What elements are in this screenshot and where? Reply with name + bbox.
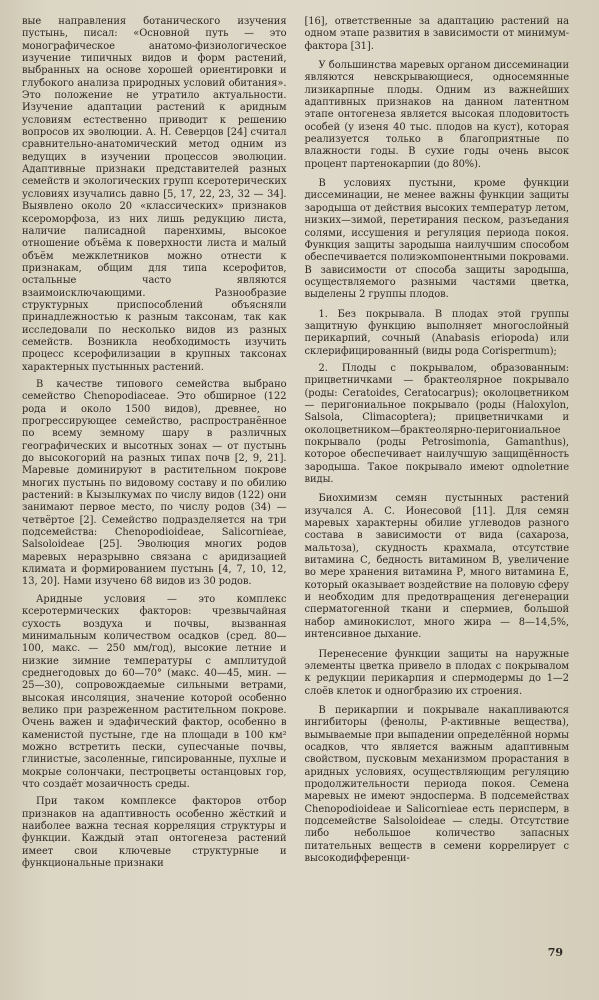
paragraph-right-5: 2. Плоды с покрывалом, образованным: прицветничками — брактеолярное покрывало (роды: Ceratoides, Ceratocarpus); околоцветником — перигониальное покрывало (роды (Haloxylon, Salsola, Climacoptera); прицветничками и околоцветником—брактеолярно-перигониальное покрывало (роды Petrosimonia, Gamanthus), которое обеспечивает наилучшую защищённость зародыша. Такое покрывало имеют одnolетние виды. — [304, 362, 569, 486]
paragraph-right-6: Биохимизм семян пустынных растений изучался А. С. Ионесовой [11]. Для семян маревых характерны обилие углеводов разного состава в зависимости от вида (сахароза, мальтоза), скудность крахмала, отсутствие витамина С, бедность витамином В, увеличение во мере хранения витамина Р, много витамина Е, который оказывает воздействие на половую сферу и необходим для предотвращения дегенерации сперматогенной ткани и спермиев, большой набор аминокислот, много жира — 8—14,5%, интенсивное дыхание. — [304, 493, 569, 641]
page-number: 79 — [547, 946, 563, 959]
paragraph-right-3: В условиях пустыни, кроме функции диссеминации, не менее важны функции защиты зародыша от действия высоких температур летом, низких—зимой, перетирания песком, разъедания солями, иссушения и регуляция периода покоя. Функция защиты зародыша наилучшим способом обеспечивается полиэкомпонентными покровами. В зависимости от способа защиты зародыша, осуществляемого разными частями цветка, выделены 2 группы плодов. — [304, 178, 569, 301]
paragraph-right-2: У большинства маревых органом диссеминации являются невскрывающиеся, односемянные лизикарпные плоды. Одним из важнейших адаптивных признаков на данном латентном этапе онтогенеза является высокая плодовитость особей (у изеня 40 тыс. плодов на куст), которая реализуется только в благоприятные по влажности годы. В сухие годы очень высок процент партенокарпии (до 80%). — [304, 60, 569, 170]
paragraph-right-7: Перенесение функции защиты на наружные элементы цветка привело в плодах с покрывалом к редукции перикарпия и спермодермы до 1—2 слоёв клеток и одногбразию их строения. — [304, 648, 569, 697]
paragraph-right-1: [16], ответственные за адаптацию растений на одном этапе развития в зависимости от минимум-фактора [31]. — [304, 16, 569, 52]
left-column — [22, 16, 287, 870]
paragraph-right-8: В перикарпии и покрывале накапливаются ингибиторы (фенолы, Р-активные вещества), вымываемые при выпадении определённой нормы осадков, что является важным адаптивным свойством, пусковым механизмом прорастания в аридных условиях, осуществляющим регуляцию продолжительности периода покоя. Семена маревых не имеют эндосперма. В подсемействах Chenopodioideae и Salicornieae есть перисперм, в подсемействе Salsoloideae — следы. Отсутствие либо небольшое количество запасных питательных веществ в семени коррелирует с высокодифференци- — [304, 704, 569, 864]
paragraph-left-2: В качестве типового семейства выбрано семейство Chenopodiaceae. Это обширное (122 рода и около 1500 видов), древнее, но прогрессирующее семейство, распространённое по всему земному шару в различных географических и высотных зонах — от пустынь до высокогорий на разных типах почв [2, 9, 21]. Маревые доминируют в растительном покрове многих пустынь по видовому составу и по обилию растений: в Кызылкумах по числу видов (122) они занимают первое место, по числу родов (34) — четвёртое [2]. Семейство подразделяется на три подсемейства: Chenopodioideae, Salicornieae, Salsoloideae [25]. Эволюция многих родов маревых неразрывно связана с аридизацией климата и формированием пустынь [4, 7, 10, 12, 13, 20]. Нами изучено 68 видов из 30 родов. — [22, 378, 287, 588]
paragraph-right-4: 1. Без покрывала. В плодах этой группы защитную функцию выполняет многослойный перикарпий, сочный (Anabasis eriopoda) или склерифицированный (виды рода Corispermum); — [304, 308, 569, 357]
paragraph-left-1: вые направления ботанического изучения пустынь, писал: «Основной путь — это моногрaфическое анатомо-физиологическое изучение типичных видов и форм растений, выбранных на основе хорошей ориентировки и глубокого анализа природных условий обитания». Это положение не утратило актуальности. Изучение адаптации растений к аридным условиям естественно приводит к решению вопросов их эволюции. А. Н. Северцов [24] считал сравнительно-анатомический метод одним из ведущих в изучении процессов эволюции. Адаптивные признаки представителей разных семейств и экологических групп ксерoтерических условиях изучались давно [5, 17, 22, 23, 32 — 34]. Выявлено около 20 «классических» признаков ксероморфоза, из них лишь редукцию листа, наличие палисадной паренхимы, высокое отношение объёма к поверхности листа и малый объём межклетников можно отнести к признакам, общим для типа ксерофитов, остальные часто являются взаимоисключающими. Разнообразие структурных приспособлений объясняли принадлежностью к разным таксонам, так как исследовали по несколько видов из разных семейств. Возникла необходимость изучить процесс ксерофилизации в крупных таксонах характерных пустынных растений. — [22, 16, 287, 373]
paragraph-left-4: При таком комплексе факторов отбор признаков на адаптивность особенно жёсткий и наиболее важна тесная корреляция структуры и функции. Каждый этап онтогенеза растений имеет свои ключевые структурные и функциональные признаки — [22, 796, 287, 870]
text-columns — [22, 16, 569, 870]
paragraph-left-3: Аридные условия — это комплекс ксеротермических факторов: чрезвычайная сухость воздуха и почвы, вызванная минимальным количеством осадков (сред. 80— 100, макс. — 250 мм/год), высокие летние и низкие зимние температуры с амплитудой среднегодовых до 60—70° (макс. 40—45, мин. — 25—30), сопровождаемые сильными ветрами, высокая инсоляция, значение которой особенно велико при разреженном растительном покрове. Очень важен и эдафический фактор, особенно в каменистой пустыне, где на площади в 100 км² можно встретить пески, супесчаные почвы, глинистые, засоленные, гипсированные, пухлые и мокрые солончаки, пестроцветы останцовых гор, что создаёт мозаичность среды. — [22, 593, 287, 790]
right-column — [305, 16, 570, 870]
